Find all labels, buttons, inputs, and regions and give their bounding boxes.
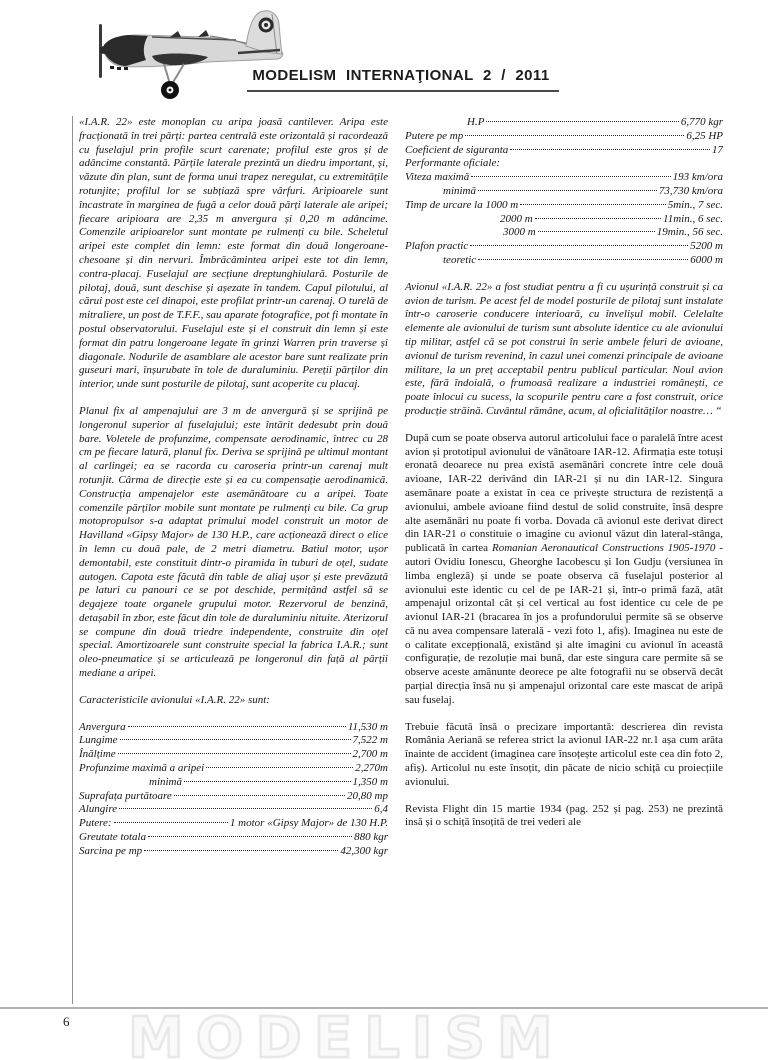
- spec-row: [79, 817, 388, 831]
- spec-label: Performante oficiale:: [405, 157, 501, 170]
- spec-label: 2000 m: [500, 212, 533, 225]
- spec-row: [79, 803, 388, 817]
- spec-label: Putere:: [79, 817, 112, 830]
- dotted-leader: [465, 135, 684, 136]
- dotted-leader: [478, 190, 657, 191]
- left-column: [72, 116, 388, 1004]
- spec-value: 20,80 mp: [347, 789, 388, 802]
- quoted-article-paragraph-1: [79, 116, 388, 392]
- airplane-side-view-image: [86, 4, 298, 108]
- dotted-leader: [538, 231, 655, 232]
- dotted-leader: [478, 259, 688, 260]
- spec-value: 6,770 kgr: [680, 116, 723, 128]
- left-column-paragraphs: [79, 116, 388, 708]
- quoted-article-paragraph-2: [79, 405, 388, 681]
- text-run: Trebuie făcută însă o precizare importantă: descrierea din revista România Aeriană se referea strict la avionul IAR-22 nr.1 așa cum arăta înainte de accident (imaginea care însoțește articolul este cea din foto 2, afiș). Articolul nu este însoțit, din păcate de nicio schiță cu proiecțiile avionului.: [405, 720, 723, 788]
- spec-label: 3000 m: [503, 226, 536, 239]
- spec-value: 6,4: [374, 803, 388, 816]
- spec-row: [405, 185, 723, 199]
- spec-value: 7,522 m: [352, 734, 388, 747]
- spec-row: [79, 831, 388, 845]
- spec-label: Lungime: [79, 734, 118, 747]
- article-body: [72, 116, 723, 1004]
- spec-value: 2,700 m: [352, 748, 388, 761]
- spec-row: [405, 226, 723, 240]
- dotted-leader: [520, 204, 666, 205]
- dotted-leader: [486, 121, 678, 122]
- dotted-leader: [470, 245, 688, 246]
- spec-row: [405, 171, 723, 185]
- wheel-axle: [169, 89, 172, 92]
- spec-value: 42,300 kgr: [340, 844, 388, 857]
- dotted-leader: [119, 808, 372, 809]
- spec-value: 17: [712, 143, 723, 156]
- spec-label: Alungire: [79, 803, 118, 816]
- spec-row: [405, 199, 723, 213]
- spec-label: Sarcina pe mp: [79, 844, 143, 857]
- spec-row: [405, 254, 723, 268]
- spec-row: [79, 762, 388, 776]
- spec-row: [79, 845, 388, 859]
- tail-roundel-center: [264, 23, 268, 27]
- spec-label: Viteza maximă: [405, 171, 470, 184]
- spec-value: 2,270m: [355, 762, 388, 775]
- text-run: Caracteristicile avionului «I.A.R. 22» sunt:: [79, 693, 270, 706]
- header-rule: [247, 90, 559, 92]
- spec-value: 193 km/ora: [672, 171, 723, 184]
- spec-label: Profunzime maximă a aripei: [79, 762, 205, 775]
- spec-label: Putere pe mp: [405, 129, 464, 142]
- dotted-leader: [206, 767, 353, 768]
- spec-label: Timp de urcare la 1000 m: [405, 198, 519, 211]
- dotted-leader: [471, 176, 670, 177]
- spec-value: 11min., 6 sec.: [663, 212, 723, 225]
- spec-value: 19min., 56 sec.: [656, 226, 723, 239]
- text-run: «I.A.R. 22» este monoplan cu aripa joasă cantilever. Aripa este fracționată în trei părți: partea centrală este orizontală și racordează cu fuselajul prin profile scurt carenate; profilul este gros și de adâncime constantă. Părțile laterale prezintă un diedru important, și, văzute din plan, sunt de forma unui trapez neregulat, cu extremitățile rotunjite; profilul lor se subțiază spre vârfuri. Aripioarele sunt încastrate în marginea de fugă a celor două părți laterale ale aripei; fiecare aripioara are 2,35 m anvergura și 0,20 m adâncime. Comenzile aripioarelor sunt montate pe rulmenți cu bile. Scheletul aripei este complet din lemn: este format din două longeroane-chesoane și din nervuri. Îmbrăcămintea aripei este tot din lemn, contra-placaj. Fuselajul are secțiune dreptunghiulară. Posturile de pilotaj, două, sunt deschise și așezate în tandem. Capul pilotului, al cărui post este cel dinapoi, este profilat printr-un carenaj. O turelă de mitraliere, un post de T.F.F., sau aparate fotografice, pot fi montate în postul observatorului. Fuselajul este și el construit din lemn și este format din patru longeroane legate în grinzi Warren prin traverse și diagonale. Nodurile de asamblare ale acestor bare sunt realizate prin guseuri mari, înșurubate în tole de duraluminiu. Pereții părților din interior, unde sunt posturile de pilotaj, sunt acoperite cu placaj.: [79, 116, 388, 391]
- text-run: Revista Flight din 15 martie 1934 (pag. 252 și pag. 253) ne prezintă insă și o schiță însoțită de trei vederi ale: [405, 802, 723, 829]
- spec-row: [79, 776, 388, 790]
- commentary-paragraph-1: [405, 432, 723, 708]
- modelism-watermark: MODELISM: [128, 1006, 565, 1060]
- commentary-paragraph-2: [405, 721, 723, 790]
- quoted-article-paragraph-3: [405, 281, 723, 419]
- front-windscreen: [170, 31, 181, 37]
- spec-label: Greutate totala: [79, 831, 147, 844]
- dotted-leader: [128, 726, 346, 727]
- spec-label: minimă: [443, 184, 476, 197]
- spec-value: 1 motor «Gipsy Major» de 130 H.P.: [229, 817, 388, 830]
- magazine-title: MODELISM INTERNAŢIONAL 2 / 2011: [252, 67, 550, 84]
- spec-value: 73,730 km/ora: [658, 184, 723, 197]
- spec-row: [405, 240, 723, 254]
- dotted-leader: [114, 822, 228, 823]
- spec-row: [405, 213, 723, 227]
- text-run: - autori Ovidiu Ionescu, Gheorghe Iacobescu și Ion Gudju (versiunea în limba engleză) și unde se poate observa că fuselajul posterior al avionului este identic cu cel de pe IAR-21 și, într-o primă fază, atât ampenajul orizontal cât și cel vertical au fost identice cu cele de pe avionul IAR-21 (bracarea în jos a profundorului permite să se observe că nu avea compensare laterală - vezi foto 1, afiș). Imaginea nu este de o calitate excepțională, existând și alte imagini cu avionul în această configurație, de rezoluție mai bună, dar este singura care permite să se observe aceste amănunte deorece pe alte fotografii nu se observă decât parțial direcția însă nu și ampenajul orizontal care este mascat de aripă sau fuselaj.: [405, 542, 723, 706]
- spec-row: [79, 790, 388, 804]
- spec-label: Coeficient de siguranta: [405, 143, 509, 156]
- spec-label: H.P: [467, 116, 485, 128]
- spec-value: 1,350 m: [352, 775, 388, 788]
- spec-value: 5200 m: [690, 240, 723, 253]
- spec-label: Anvergura: [79, 720, 126, 733]
- specs-intro-paragraph: [79, 694, 388, 708]
- rear-windscreen: [198, 30, 209, 37]
- dotted-leader: [535, 218, 661, 219]
- spec-row: [405, 116, 723, 130]
- spec-value: 6,25 HP: [686, 129, 723, 142]
- page-number: 6: [63, 1014, 70, 1029]
- spec-row: [79, 748, 388, 762]
- dotted-leader: [174, 795, 345, 796]
- landing-gear-strut: [164, 64, 184, 84]
- spec-label: minimă: [149, 775, 182, 788]
- spec-label: Plafon practic: [405, 240, 469, 253]
- spec-label: teoretic: [443, 253, 477, 266]
- text-run: Planul fix al ampenajului are 3 m de anvergură și se sprijină pe longeronul superior al fuselajului; este întărit dedesubt prin două bare. Voletele de profunzime, compensate aerodinamic, întrec cu 28 cm pe fiecare latură, planul fix. Deriva se sprijină pe ultimul montant al carlingei; ea se racorda cu caroseria printr-un carenaj mult rotunjit. Cârma de direcție este și ea cu compensație aerodinamică. Construcția ampenajelor este asemănătoare cu a aripei. Toate comenzile părților mobile sunt montate pe rulmenți cu bile. Ca grup motopropulsor s-a adaptat primului model construit un motor de Havilland «Gipsy Major» de 130 H.P., care acționează direct o elice în lemn cu două pale, de 2 metri diametru. Batiul motor, ușor demontabil, este constituit dintr-o piramida în tuburi de oțel, sudate autogen. Capota este făcută din table de aliaj ușor și este prevăzută pe laturi cu panouri ce se pot deschide, permițând astfel să se degajeze toate organele grupului motor. Rezervorul de benzină, detașabil în zbor, este făcut din tole de duraluminiu nituite. Aterizorul se compune din două triedre independente, construite din oțel special. Amortizoarele sunt construite special la fabrica I.A.R.; sunt oleo-pneumatice și se articulează pe longeronul din față al părții mediane a aripei.: [79, 404, 388, 680]
- iar22-airplane-photo: [86, 4, 298, 108]
- spec-value: 5min., 7 sec.: [667, 198, 723, 211]
- spec-row: [405, 157, 723, 171]
- spec-label: Înălțime: [79, 748, 116, 761]
- dotted-leader: [148, 836, 352, 837]
- spec-value: 11,530 m: [347, 720, 388, 733]
- spec-row: [405, 144, 723, 158]
- dotted-leader: [510, 149, 710, 150]
- dotted-leader: [184, 781, 351, 782]
- dotted-leader: [118, 753, 351, 754]
- right-column-paragraphs: [405, 281, 723, 830]
- spec-value: 880 kgr: [354, 831, 388, 844]
- spec-row: [405, 130, 723, 144]
- spec-label: Suprafața purtătoare: [79, 789, 172, 802]
- dotted-leader: [120, 739, 351, 740]
- dotted-leader: [144, 850, 338, 851]
- text-run: După cum se poate observa autorul articolului face o paralelă între acest avion și prototipul avionului de vânătoare IAR-12. Afirmația este totuși eronată deoarece nu prea există asemănări concrete între cele două avioane, IAR-22 derivând din IAR-21 și nu din IAR-12. Singura asemănare poate a existat în cea ce privește structura de rezistență a avionului, ambele avioane fiind destul de solid construite, însă despre alte asemănări nu poate fi vorba. Dovada că avionul este derivat direct din IAR-21 o constituie o imagine cu avionul văzut din lateral-stânga, publicată în cartea: [405, 431, 723, 555]
- text-run: Romanian Aeronautical Constructions 1905-1970: [492, 542, 716, 555]
- aircraft-specs-list-left: [79, 721, 388, 859]
- spec-value: 6000 m: [690, 253, 723, 266]
- aircraft-specs-list-right: [405, 116, 723, 268]
- spec-row: [79, 734, 388, 748]
- spec-row: [79, 721, 388, 735]
- right-column: [405, 116, 723, 1004]
- commentary-paragraph-3: [405, 803, 723, 831]
- text-run: Avionul «I.A.R. 22» a fost studiat pentru a fi cu ușurință construit și ca avion de turism. Pe acest fel de model posturile de pilotaj sunt instalate într-o caroserie conducere interioară, cu învelișul mobil. Celelalte elemente ale avionului de turism sunt absolute identice cu ale avionului tip militar, astfel că se pot construi în serie ambele feluri de avioane, avionul de turism revenind, în cazul unei comenzi principale de avioane militare, la un preț acceptabil pentru publicul particular. Noul avion este, fără îndoială, o frumoasă realizare a industriei românești, ce poate înlocui cu sucess, la scopurile pentru care a fost construit, orice producție străină. Cuvântul rămâne, acum, al oficialităților noastre… “: [405, 280, 723, 417]
